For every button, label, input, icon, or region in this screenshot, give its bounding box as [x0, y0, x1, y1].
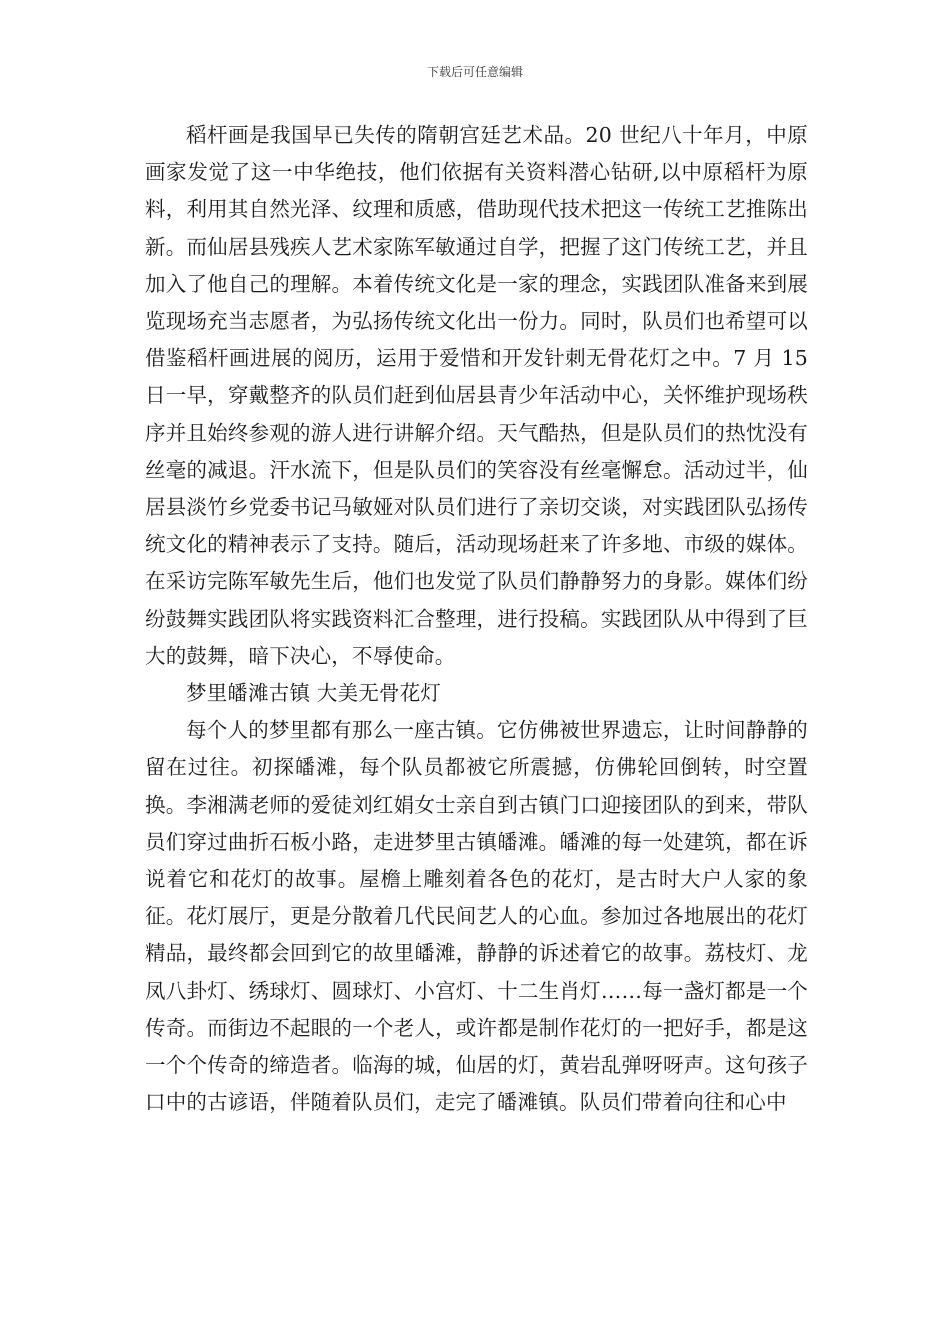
- page-header: 下载后可任意编辑: [426, 65, 523, 79]
- document-body: [145, 117, 808, 1121]
- section-heading: 梦里皤滩古镇 大美无骨花灯: [186, 681, 442, 706]
- paragraph-rice-straw-painting: 稻杆画是我国早已失传的隋朝宫廷艺术品。20 世纪八十年月，中原画家发觉了这一中华绝技，他们依据有关资料潜心钻研,以中原稻杆为原料，利用其自然光泽、纹理和质感，借助现代技术把这一传统工艺推陈出新。而仙居县残疾人艺术家陈军敏通过自学，把握了这门传统工艺，并且加入了他自己的理解。本着传统文化是一家的理念，实践团队准备来到展览现场充当志愿者，为弘扬传统文化出一份力。同时，队员们也希望可以借鉴稻杆画进展的阅历，运用于爱惜和开发针刺无骨花灯之中。7 月 15 日一早，穿戴整齐的队员们赶到仙居县青少年活动中心，关怀维护现场秩序并且始终参观的游人进行讲解介绍。天气酷热，但是队员们的热忱没有丝毫的减退。汗水流下，但是队员们的笑容没有丝毫懈怠。活动过半，仙居县淡竹乡党委书记马敏娅对队员们进行了亲切交谈，对实践团队弘扬传统文化的精神表示了支持。随后，活动现场赶来了许多地、市级的媒体。在采访完陈军敏先生后，他们也发觉了队员们静静努力的身影。媒体们纷纷鼓舞实践团队将实践资料汇合整理，进行投稿。实践团队从中得到了巨大的鼓舞，暗下决心，不辱使命。: [145, 123, 808, 668]
- paragraph-old-town: 每个人的梦里都有那么一座古镇。它仿佛被世界遗忘，让时间静静的留在过往。初探皤滩，每个队员都被它所震撼，仿佛轮回倒转，时空置换。李湘满老师的爱徒刘红娟女士亲自到古镇门口迎接团队的到来，带队员们穿过曲折石板小路，走进梦里古镇皤滩。皤滩的每一处建筑，都在诉说着它和花灯的故事。屋檐上雕刻着各色的花灯，是古时大户人家的象征。花灯展厅，更是分散着几代民间艺人的心血。参加过各地展出的花灯精品，最终都会回到它的故里皤滩，静静的诉述着它的故事。荔枝灯、龙凤八卦灯、绣球灯、圆球灯、小宫灯、十二生肖灯……每一盏灯都是一个传奇。而街边不起眼的一个老人，或许都是制作花灯的一把好手，都是这一个个传奇的缔造者。临海的城，仙居的灯，黄岩乱弹呀呀声。这句孩子口中的古谚语，伴随着队员们，走完了皤滩镇。队员们带着向往和心中: [145, 718, 808, 1115]
